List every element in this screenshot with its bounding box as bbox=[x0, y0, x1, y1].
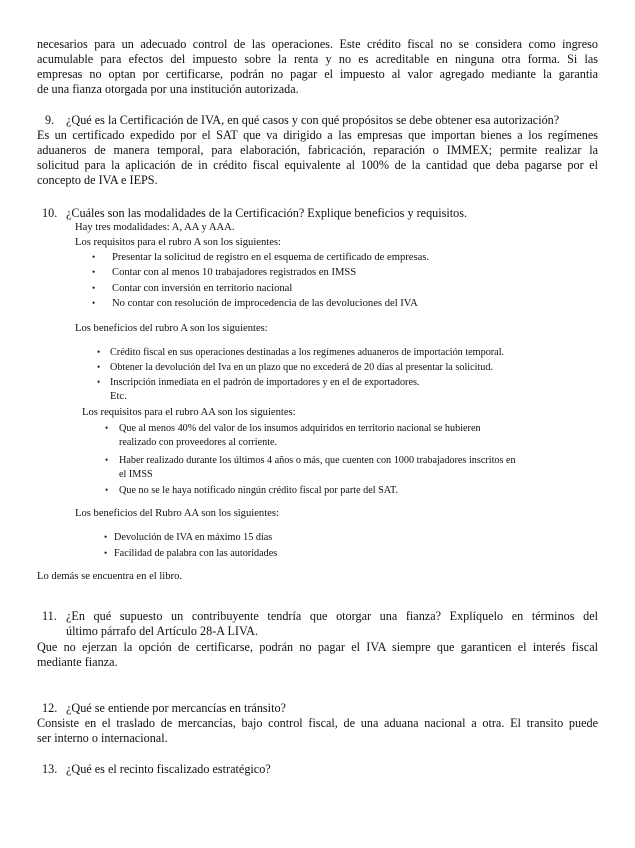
bullet-icon: • bbox=[105, 423, 109, 433]
bullet-icon: • bbox=[92, 298, 96, 308]
q11-number: 11. bbox=[42, 609, 57, 623]
q9-question: ¿Qué es la Certificación de IVA, en qué casos y con qué propósitos se debe obtener esa autorización? bbox=[66, 113, 560, 127]
q11-answer-line-last: mediante fianza. bbox=[37, 655, 118, 669]
q9-answer-line: Es un certificado expedido por el SAT que va dirigido a las empresas que importan bienes a los regímenes bbox=[37, 128, 598, 142]
req-a-item: Contar con al menos 10 trabajadores registrados en IMSS bbox=[112, 267, 357, 278]
req-a-item: No contar con resolución de improcedencia de las devoluciones del IVA bbox=[112, 298, 418, 309]
q11-answer-line: Que no ejerzan la opción de certificarse, podrán no pagar el IVA siempre que garanticen el interés fiscal bbox=[37, 640, 598, 654]
req-aa-item-cont: el IMSS bbox=[119, 469, 153, 480]
req-aa-item-cont: realizado con proveedores al corriente. bbox=[119, 437, 278, 448]
q11-question-line-last: último párrafo del Artículo 28-A LIVA. bbox=[66, 624, 259, 638]
intro-line-last: de una fianza otorgada por una institución autorizada. bbox=[37, 82, 299, 96]
q10-number: 10. bbox=[42, 206, 58, 220]
bullet-icon: • bbox=[105, 455, 109, 465]
q12-number: 12. bbox=[42, 701, 58, 715]
bullet-icon: • bbox=[92, 267, 96, 277]
q9-answer-line: solicitud para la aplicación de in crédito fiscal equivalente al 100% de la cantidad que deba pagarse por el bbox=[37, 158, 598, 172]
bullet-icon: • bbox=[97, 362, 101, 372]
intro-line: necesarios para un adecuado control de las operaciones. Este crédito fiscal no se considera como ingreso bbox=[37, 37, 598, 51]
bullet-icon: • bbox=[97, 347, 101, 357]
q13-number: 13. bbox=[42, 762, 58, 776]
intro-line: acumulable para efectos del impuesto sobre la renta y no es acreditable en ninguna otra forma. Si las bbox=[37, 52, 598, 66]
req-a-item: Contar con inversión en territorio nacional bbox=[112, 283, 293, 294]
ben-aa-title: Los beneficios del Rubro AA son los siguientes: bbox=[75, 508, 279, 519]
req-aa-item: Que al menos 40% del valor de los insumos adquiridos en territorio nacional se hubieren bbox=[119, 423, 481, 434]
q11-question-line: ¿En qué supuesto un contribuyente tendría que otorgar una fianza? Explíquelo en términos del bbox=[66, 609, 598, 623]
etc-text: Etc. bbox=[110, 391, 127, 402]
ben-a-title: Los beneficios del rubro A son los siguientes: bbox=[75, 323, 268, 334]
q9-number: 9. bbox=[45, 113, 55, 127]
req-aa-item: Que no se le haya notificado ningún crédito fiscal por parte del SAT. bbox=[119, 485, 399, 496]
q9-answer-line-last: concepto de IVA e IEPS. bbox=[37, 173, 158, 187]
bullet-icon: • bbox=[97, 377, 101, 387]
intro-paragraph bbox=[37, 37, 598, 82]
q10-question: ¿Cuáles son las modalidades de la Certificación? Explique beneficios y requisitos. bbox=[66, 206, 468, 220]
req-aa-title: Los requisitos para el rubro AA son los siguientes: bbox=[82, 407, 296, 418]
req-a-title: Los requisitos para el rubro A son los siguientes: bbox=[75, 237, 281, 248]
ben-a-item: Inscripción inmediata en el padrón de importadores y en el de exportadores. bbox=[110, 377, 420, 388]
intro-line: empresas no optan por certificarse, podrán no pagar el impuesto al valor agregado mediante la garantia bbox=[37, 67, 598, 81]
bullet-icon: • bbox=[92, 252, 96, 262]
req-aa-item: Haber realizado durante los últimos 4 años o más, que cuenten con 1000 trabajadores inscritos en bbox=[119, 455, 516, 466]
q9-answer bbox=[37, 128, 598, 173]
ben-aa-item: Facilidad de palabra con las autoridades bbox=[114, 548, 278, 559]
q13-question: ¿Qué es el recinto fiscalizado estratégico? bbox=[66, 762, 271, 776]
q12-question: ¿Qué se entiende por mercancías en tránsito? bbox=[66, 701, 286, 715]
rest-in-book: Lo demás se encuentra en el libro. bbox=[37, 571, 183, 582]
q11-question bbox=[66, 609, 598, 624]
bullet-icon: • bbox=[92, 283, 96, 293]
bullet-icon: • bbox=[105, 485, 109, 495]
q12-answer bbox=[37, 716, 598, 731]
ben-a-item: Obtener la devolución del Iva en un plazo que no excederá de 20 días al presentar la solicitud. bbox=[110, 362, 494, 373]
q9-answer-line: aduaneros de manera temporal, para elaboración, fabricación, reparación o IMMEX; permite realizar la bbox=[37, 143, 598, 157]
bullet-icon: • bbox=[104, 548, 108, 558]
q12-answer-line: Consiste en el traslado de mercancías, bajo control fiscal, de una aduana nacional a otra. El transito puede bbox=[37, 716, 598, 730]
q11-answer bbox=[37, 640, 598, 655]
q10-modalities: Hay tres modalidades: A, AA y AAA. bbox=[75, 222, 235, 233]
req-a-item: Presentar la solicitud de registro en el esquema de certificado de empresas. bbox=[112, 252, 430, 263]
ben-aa-item: Devolución de IVA en máximo 15 días bbox=[114, 532, 273, 543]
ben-a-item: Crédito fiscal en sus operaciones destinadas a los regímenes aduaneros de importación temporal. bbox=[110, 347, 505, 358]
bullet-icon: • bbox=[104, 532, 108, 542]
q12-answer-line-last: ser interno o internacional. bbox=[37, 731, 168, 745]
